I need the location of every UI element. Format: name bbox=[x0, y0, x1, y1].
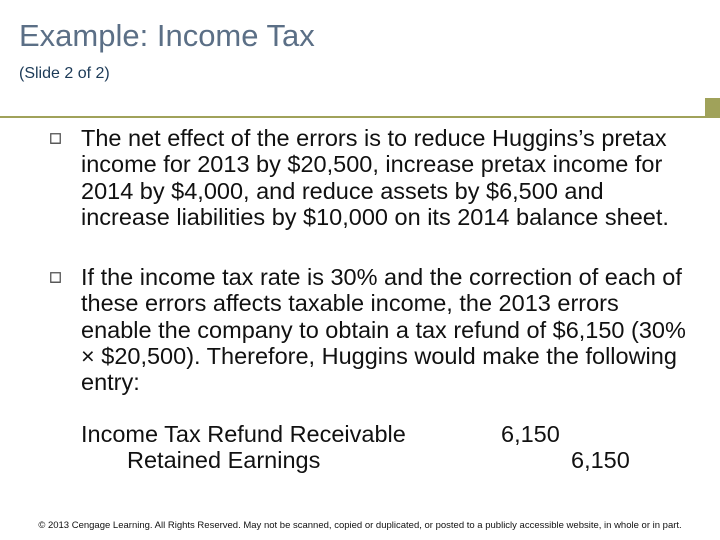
bullet-item bbox=[81, 264, 686, 395]
copyright-footer: © 2013 Cengage Learning. All Rights Reserved. May not be scanned, copied or duplicated, or posted to a publicly accessible website, in whole or in part. bbox=[38, 520, 682, 531]
bullet-item bbox=[81, 125, 686, 230]
credit-amount: 6,150 bbox=[571, 447, 630, 473]
bullet-text: The net effect of the errors is to reduce Huggins’s pretax income for 2013 by $20,500, increase pretax income for 2014 by $4,000, and reduce assets by $6,500 and increase liabilities by $10,000 on its 2014 balance sheet. bbox=[81, 125, 669, 230]
debit-account: Income Tax Refund Receivable bbox=[81, 421, 406, 447]
credit-account: Retained Earnings bbox=[127, 447, 321, 473]
square-bullet-icon bbox=[50, 133, 61, 144]
header-rule-accent-block bbox=[705, 98, 720, 118]
slide-subtitle: (Slide 2 of 2) bbox=[19, 65, 110, 82]
debit-amount: 6,150 bbox=[501, 421, 560, 447]
slide-title: Example: Income Tax bbox=[19, 18, 315, 53]
bullet-text: If the income tax rate is 30% and the correction of each of these errors affects taxable income, the 2013 errors enable the company to obtain a tax refund of $6,150 (30% × $20,500). Therefore, Huggins would make the following entry: bbox=[81, 264, 686, 396]
square-bullet-icon bbox=[50, 272, 61, 283]
header-rule-line bbox=[0, 116, 720, 118]
